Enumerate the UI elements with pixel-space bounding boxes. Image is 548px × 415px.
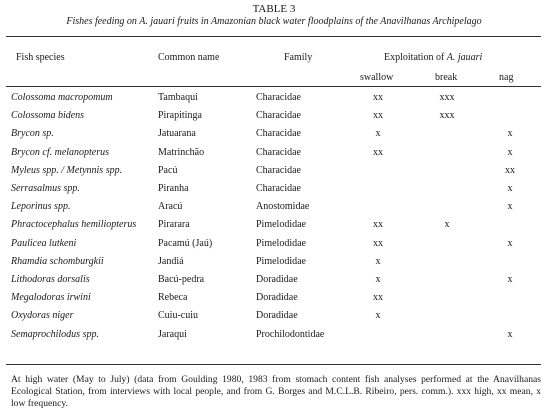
family-cell: Characidae [256,128,301,140]
species-cell: Myleus spp. / Metynnis spp. [11,164,123,176]
common-name-cell: Cuiu-cuiu [158,310,198,322]
common-name-cell: Tambaqui [158,92,198,103]
family-cell: Pimelodidae [256,237,306,249]
nag-cell: x [507,128,513,140]
nag-cell: x [507,183,513,194]
species-cell: Paulicea lutkeni [11,237,77,249]
break-cell: x [444,219,450,231]
species-cell: Semaprochilodus spp. [11,328,99,340]
family-cell: Characidae [256,146,301,158]
family-cell: Characidae [256,110,301,122]
nag-cell: x [507,237,513,249]
common-name-cell: Pacú [158,164,178,176]
header-exploitation-species: A. jauari [446,52,483,63]
header-common: Common name [158,52,220,63]
table-row [0,201,548,219]
swallow-cell: xx [373,146,383,158]
header-exploitation [384,52,482,63]
nag-cell: xx [505,164,515,176]
nag-cell: x [507,201,513,213]
family-cell: Pimelodidae [256,255,306,267]
table-row [0,256,548,274]
table-row [0,147,548,165]
header-species: Fish species [16,52,65,63]
swallow-cell: x [375,128,381,140]
nag-cell: x [507,274,513,285]
common-name-cell: Jaraqui [158,328,187,340]
common-name-cell: Bacú-pedra [158,274,205,285]
species-cell: Lithodoras dorsalis [11,274,90,285]
species-cell: Colossoma bidens [11,110,85,122]
species-cell: Phractocephalus hemiliopterus [11,219,137,231]
header-break: break [435,72,458,83]
common-name-cell: Matrinchão [158,146,205,158]
species-cell: Megalodoras irwini [11,292,91,304]
header-nag: nag [499,72,514,83]
table-subtitle: Fishes feeding on A. jauari fruits in Amazonian black water floodplains of the Anavilhanas Archipelago [66,16,482,27]
table-title: TABLE 3 [252,3,296,15]
common-name-cell: Pirapitinga [158,110,202,122]
table-row [0,110,548,128]
bottom-rule [6,364,541,365]
family-cell: Characidae [256,183,301,194]
swallow-cell: xx [373,237,383,249]
table-row [0,238,548,256]
top-rule [6,36,541,37]
header-rule [6,86,541,87]
species-cell: Rhamdia schomburgkii [11,255,104,267]
swallow-cell: x [375,274,381,285]
header-swallow: swallow [360,72,394,83]
header-exploitation-label: Exploitation of [384,52,445,63]
table-row [0,92,548,110]
common-name-cell: Piranha [158,183,189,194]
table-row [0,274,548,292]
table-row [0,329,548,347]
species-cell: Serrasalmus spp. [11,183,80,194]
nag-cell: x [507,328,513,340]
table-row [0,128,548,146]
family-cell: Doradidae [256,292,298,304]
table-row [0,183,548,201]
family-cell: Characidae [256,92,301,103]
table-footnote: At high water (May to July) (data from Goulding 1980, 1983 from stomach content fish analyses performed at the Anavilhanas Ecological Station, from interviews with local people, and from G. Borges and M.C.L.B. Ribeiro, pers. comm.). xxx high, xx mean, x low frequency. [11,374,541,409]
break-cell: xxx [439,110,455,122]
family-cell: Prochilodontidae [256,328,325,340]
species-cell: Oxydoras niger [11,310,74,322]
table-row [0,292,548,310]
common-name-cell: Aracú [158,201,183,213]
family-cell: Characidae [256,164,301,176]
swallow-cell: xx [373,110,383,122]
common-name-cell: Pacamú (Jaú) [158,237,213,249]
table-row [0,219,548,237]
species-cell: Leporinus spp. [11,201,71,213]
common-name-cell: Pirarara [158,219,190,231]
swallow-cell: xx [373,92,383,103]
header-family: Family [284,52,313,63]
nag-cell: x [507,146,513,158]
swallow-cell: x [375,255,381,267]
table-row [0,310,548,328]
family-cell: Pimelodidae [256,219,306,231]
swallow-cell: xx [373,292,383,304]
break-cell: xxx [439,92,455,103]
species-cell: Colossoma macropomum [11,92,113,103]
common-name-cell: Jatuarana [158,128,196,140]
swallow-cell: xx [373,219,383,231]
family-cell: Doradidae [256,274,298,285]
table-row [0,165,548,183]
species-cell: Brycon sp. [11,128,54,140]
family-cell: Anostomidae [256,201,310,213]
swallow-cell: x [375,310,381,322]
common-name-cell: Rebeca [158,292,188,304]
common-name-cell: Jandiá [158,255,184,267]
species-cell: Brycon cf. melanopterus [11,146,110,158]
family-cell: Doradidae [256,310,298,322]
